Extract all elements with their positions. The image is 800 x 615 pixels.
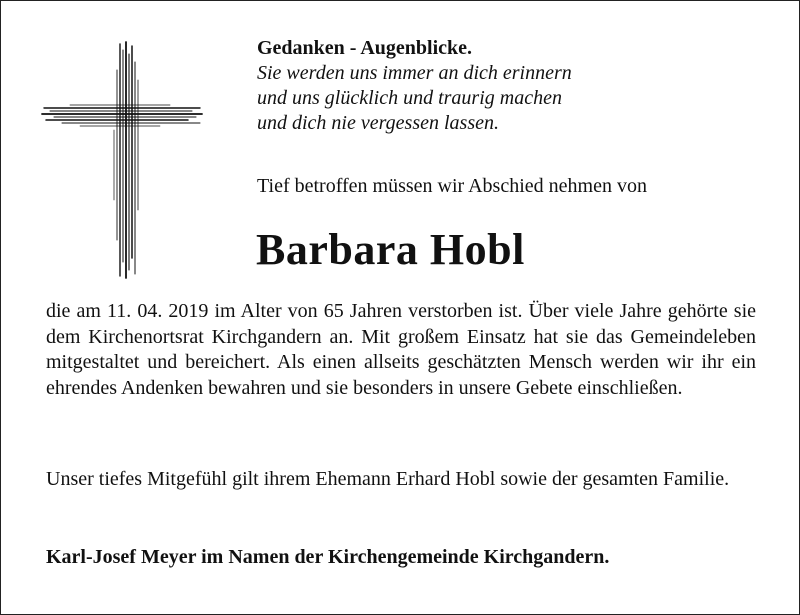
poem-line: und dich nie vergessen lassen. bbox=[257, 112, 499, 134]
body-paragraph: die am 11. 04. 2019 im Alter von 65 Jahren verstorben ist. Über viele Jahre gehörte sie dem Kirchenortsrat Kirchgandern an. Mit großem Einsatz hat sie das Gemeindeleben mitgestaltet und bereichert. Als einen allseits geschätzten Mensch werden wir ihr ein ehrendes Andenken bewahren und sie besonders in unsere Gebete einschließen. bbox=[46, 300, 756, 399]
poem-title: Gedanken - Augenblicke. bbox=[257, 37, 473, 59]
poem-line: und uns glücklich und traurig machen bbox=[257, 87, 562, 109]
intro-text: Tief betroffen müssen wir Abschied nehmen von bbox=[257, 175, 647, 197]
condolence-paragraph: Unser tiefes Mitgefühl gilt ihrem Ehemann Erhard Hobl sowie der gesamten Familie. bbox=[46, 468, 730, 490]
signature: Karl-Josef Meyer im Namen der Kirchengemeinde Kirchgandern. bbox=[46, 546, 610, 568]
cross-icon bbox=[40, 40, 205, 280]
deceased-name: Barbara Hobl bbox=[256, 225, 525, 274]
poem-line: Sie werden uns immer an dich erinnern bbox=[257, 62, 572, 84]
poem bbox=[257, 36, 737, 136]
